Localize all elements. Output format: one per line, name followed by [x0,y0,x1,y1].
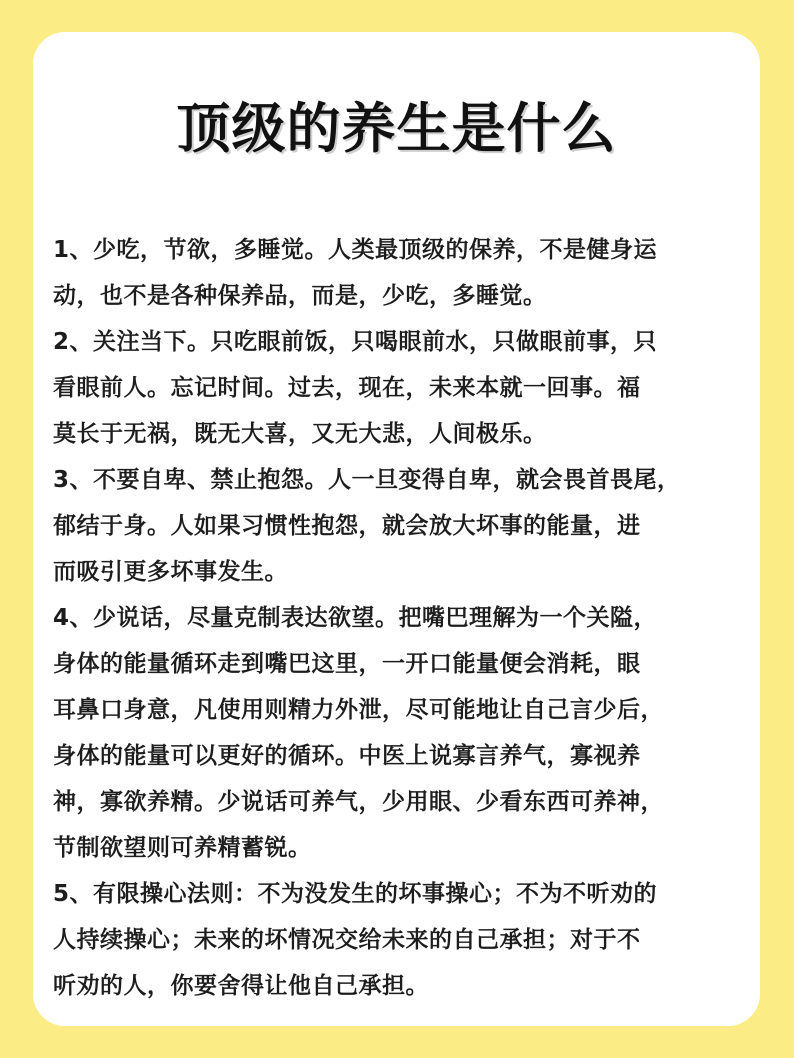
section-4-line-3: 耳鼻口身意，凡使用则精力外泄，尽可能地让自己言少后， [53,697,664,723]
section-1-line-1: 1、少吃，节欲，多睡觉。人类最顶级的保养，不是健身运 [53,237,658,263]
section-1 [53,227,747,319]
section-5-line-2: 人持续操心；未来的坏情况交给未来的自己承担；对于不 [53,927,641,953]
page-title: 顶级的养生是什么 [176,97,617,160]
section-4-line-4: 身体的能量可以更好的循环。中医上说寡言养气，寡视养 [53,743,641,769]
section-2 [53,319,747,457]
section-2-line-2: 看眼前人。忘记时间。过去，现在，未来本就一回事。福 [53,375,641,401]
section-5-line-3: 听劝的人，你要舍得让他自己承担。 [53,973,429,999]
article-body [53,227,747,1009]
section-2-line-3: 莫长于无祸，既无大喜，又无大悲，人间极乐。 [53,421,547,447]
section-4-line-1: 4、少说话，尽量克制表达欲望。把嘴巴理解为一个关隘， [53,605,658,631]
content-card [33,32,760,1026]
section-4 [53,595,747,871]
section-3-line-3: 而吸引更多坏事发生。 [53,559,288,585]
section-5 [53,871,747,1009]
section-3 [53,457,747,595]
section-3-line-1: 3、不要自卑、禁止抱怨。人一旦变得自卑，就会畏首畏尾， [53,467,681,493]
section-1-line-2: 动，也不是各种保养品，而是，少吃，多睡觉。 [53,283,547,309]
section-5-line-1: 5、有限操心法则：不为没发生的坏事操心；不为不听劝的 [53,881,658,907]
section-4-line-5: 神，寡欲养精。少说话可养气，少用眼、少看东西可养神， [53,789,664,815]
section-2-line-1: 2、关注当下。只吃眼前饭，只喝眼前水，只做眼前事，只 [53,329,658,355]
section-3-line-2: 郁结于身。人如果习惯性抱怨，就会放大坏事的能量，进 [53,513,641,539]
section-4-line-2: 身体的能量循环走到嘴巴这里，一开口能量便会消耗，眼 [53,651,641,677]
section-4-line-6: 节制欲望则可养精蓄锐。 [53,835,312,861]
